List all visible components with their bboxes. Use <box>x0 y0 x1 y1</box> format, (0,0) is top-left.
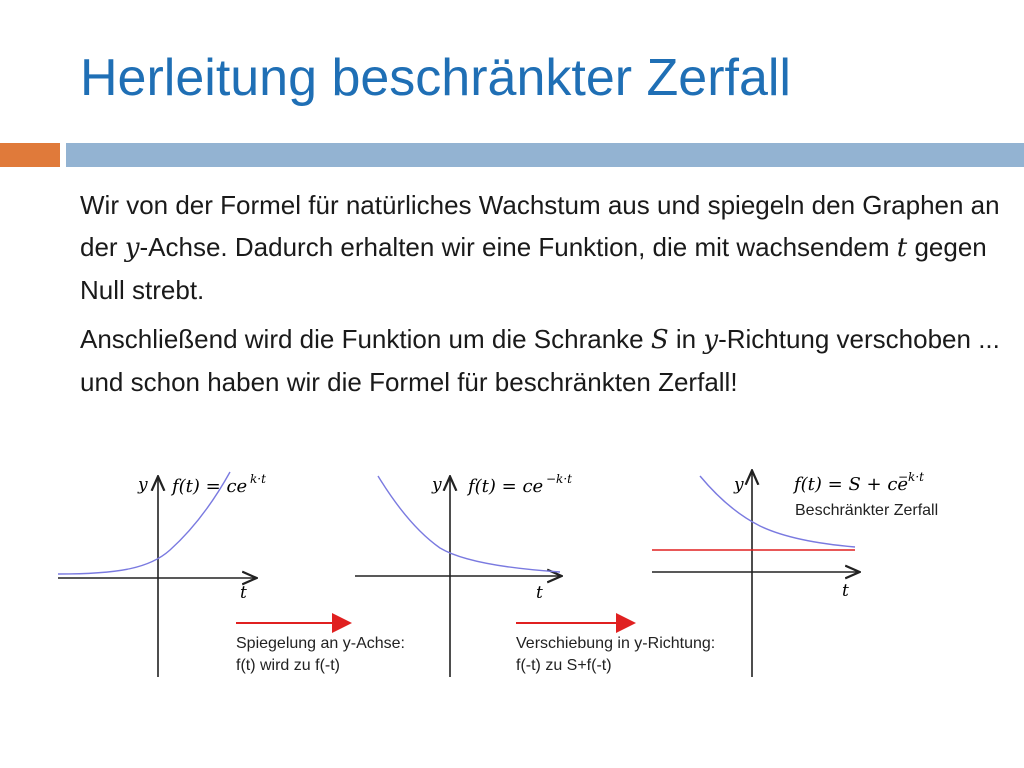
var-t: t <box>896 233 908 263</box>
arrow-shift-line1: Verschiebung in y-Richtung: <box>516 635 716 652</box>
y-axis-label: y <box>734 475 744 495</box>
exponent-bounded-decay: −k·t <box>898 470 924 484</box>
arrow-shift-line2: f(-t) zu S+f(-t) <box>516 657 612 674</box>
y-axis-label: y <box>432 475 442 495</box>
y-axis-label: y <box>138 475 148 495</box>
x-axis-label: t <box>240 583 247 603</box>
graph-growth <box>58 472 266 677</box>
bounded-decay-caption: Beschränkter Zerfall <box>795 502 939 519</box>
slide-title: Herleitung beschränkter Zerfall <box>80 49 791 107</box>
paragraph-shift: Anschließend wird die Funktion um die Schranke S in y-Richtung verschoben ... und schon haben wir die Formel für beschränkten Zerfall! <box>80 324 1000 397</box>
formula-decay: f(t) = ce <box>468 476 544 497</box>
x-axis-label: t <box>842 581 849 601</box>
paragraph-intro: Wir von der Formel für natürliches Wachstum aus und spiegeln den Graphen an der y-Achse. Dadurch erhalten wir eine Funktion, die mit wachsendem t gegen Null strebt. <box>80 190 1000 305</box>
formula-bounded-decay: f(t) = S + ce <box>794 474 909 495</box>
var-S: S <box>650 325 669 355</box>
var-y: y <box>124 233 140 263</box>
arrow-mirror-line1: Spiegelung an y-Achse: <box>236 635 405 652</box>
arrow-mirror-line2: f(t) wird zu f(-t) <box>236 657 340 674</box>
var-y: y <box>703 325 719 355</box>
accent-bar-blue <box>66 143 1024 167</box>
x-axis-label: t <box>536 583 543 603</box>
formula-growth: f(t) = ce <box>172 476 248 497</box>
arrow-shift <box>516 623 715 674</box>
accent-bar-orange <box>0 143 60 167</box>
function-graphs-figure <box>40 450 980 690</box>
arrow-mirror <box>236 623 405 674</box>
exponent-decay: −k·t <box>546 472 572 486</box>
exponent-growth: k·t <box>250 472 266 486</box>
